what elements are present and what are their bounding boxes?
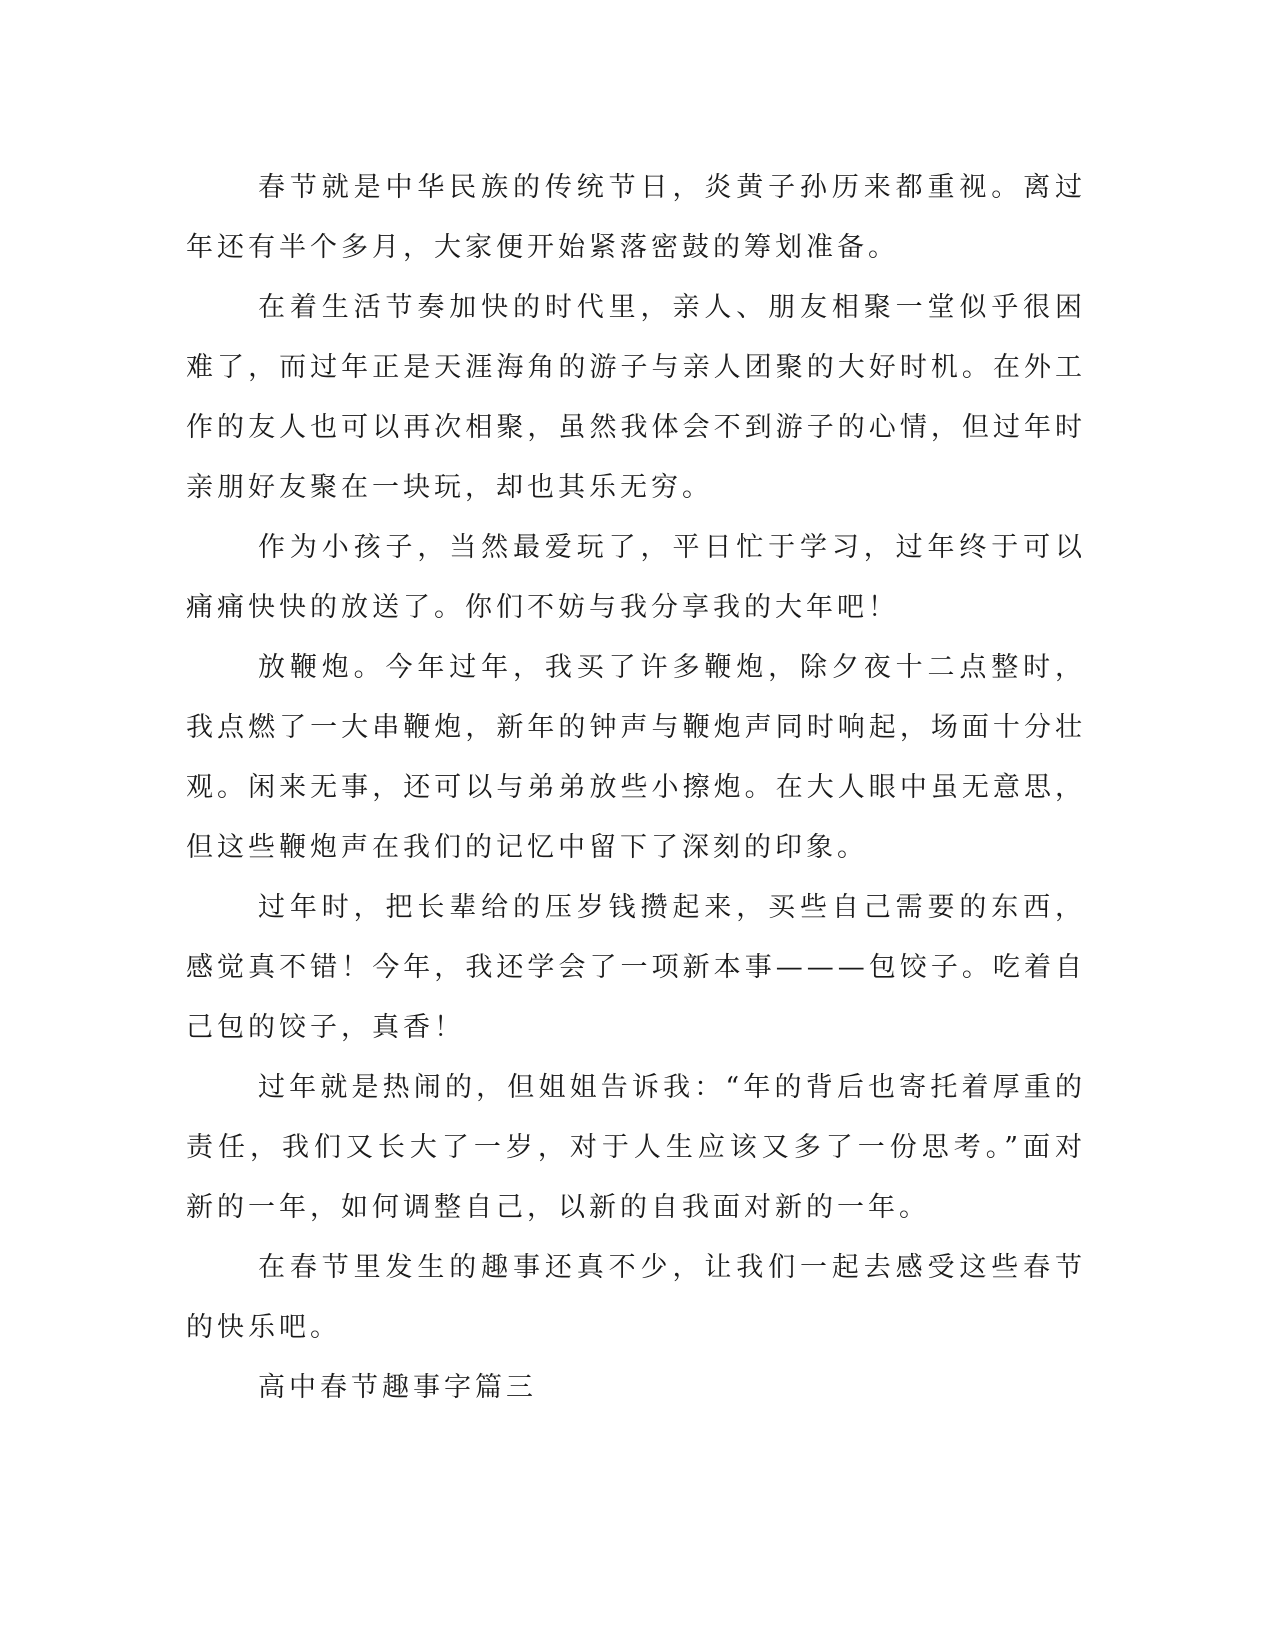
paragraph: 在着生活节奏加快的时代里，亲人、朋友相聚一堂似乎很困难了，而过年正是天涯海角的游子与亲人团聚的大好时机。在外工作的友人也可以再次相聚，虽然我体会不到游子的心情，但过年时亲朋好友聚在一块玩，却也其乐无穷。 (186, 292, 1086, 503)
paragraph: 过年就是热闹的，但姐姐告诉我：“年的背后也寄托着厚重的责任，我们又长大了一岁，对于人生应该又多了一份思考。”面对新的一年，如何调整自己，以新的自我面对新的一年。 (186, 1072, 1086, 1223)
paragraph: 过年时，把长辈给的压岁钱攒起来，买些自己需要的东西，感觉真不错！今年，我还学会了一项新本事———包饺子。吃着自己包的饺子，真香！ (186, 892, 1086, 1043)
paragraph: 春节就是中华民族的传统节日，炎黄子孙历来都重视。离过年还有半个多月，大家便开始紧落密鼓的筹划准备。 (186, 172, 1086, 263)
paragraph: 作为小孩子，当然最爱玩了，平日忙于学习，过年终于可以痛痛快快的放送了。你们不妨与我分享我的大年吧！ (186, 532, 1086, 623)
paragraph: 放鞭炮。今年过年，我买了许多鞭炮，除夕夜十二点整时，我点燃了一大串鞭炮，新年的钟声与鞭炮声同时响起，场面十分壮观。闲来无事，还可以与弟弟放些小擦炮。在大人眼中虽无意思，但这些鞭炮声在我们的记忆中留下了深刻的印象。 (186, 652, 1086, 863)
paragraph: 在春节里发生的趣事还真不少，让我们一起去感受这些春节的快乐吧。 (186, 1252, 1086, 1343)
document-body (186, 158, 1086, 1418)
section-title: 高中春节趣事字篇三 (258, 1372, 537, 1403)
